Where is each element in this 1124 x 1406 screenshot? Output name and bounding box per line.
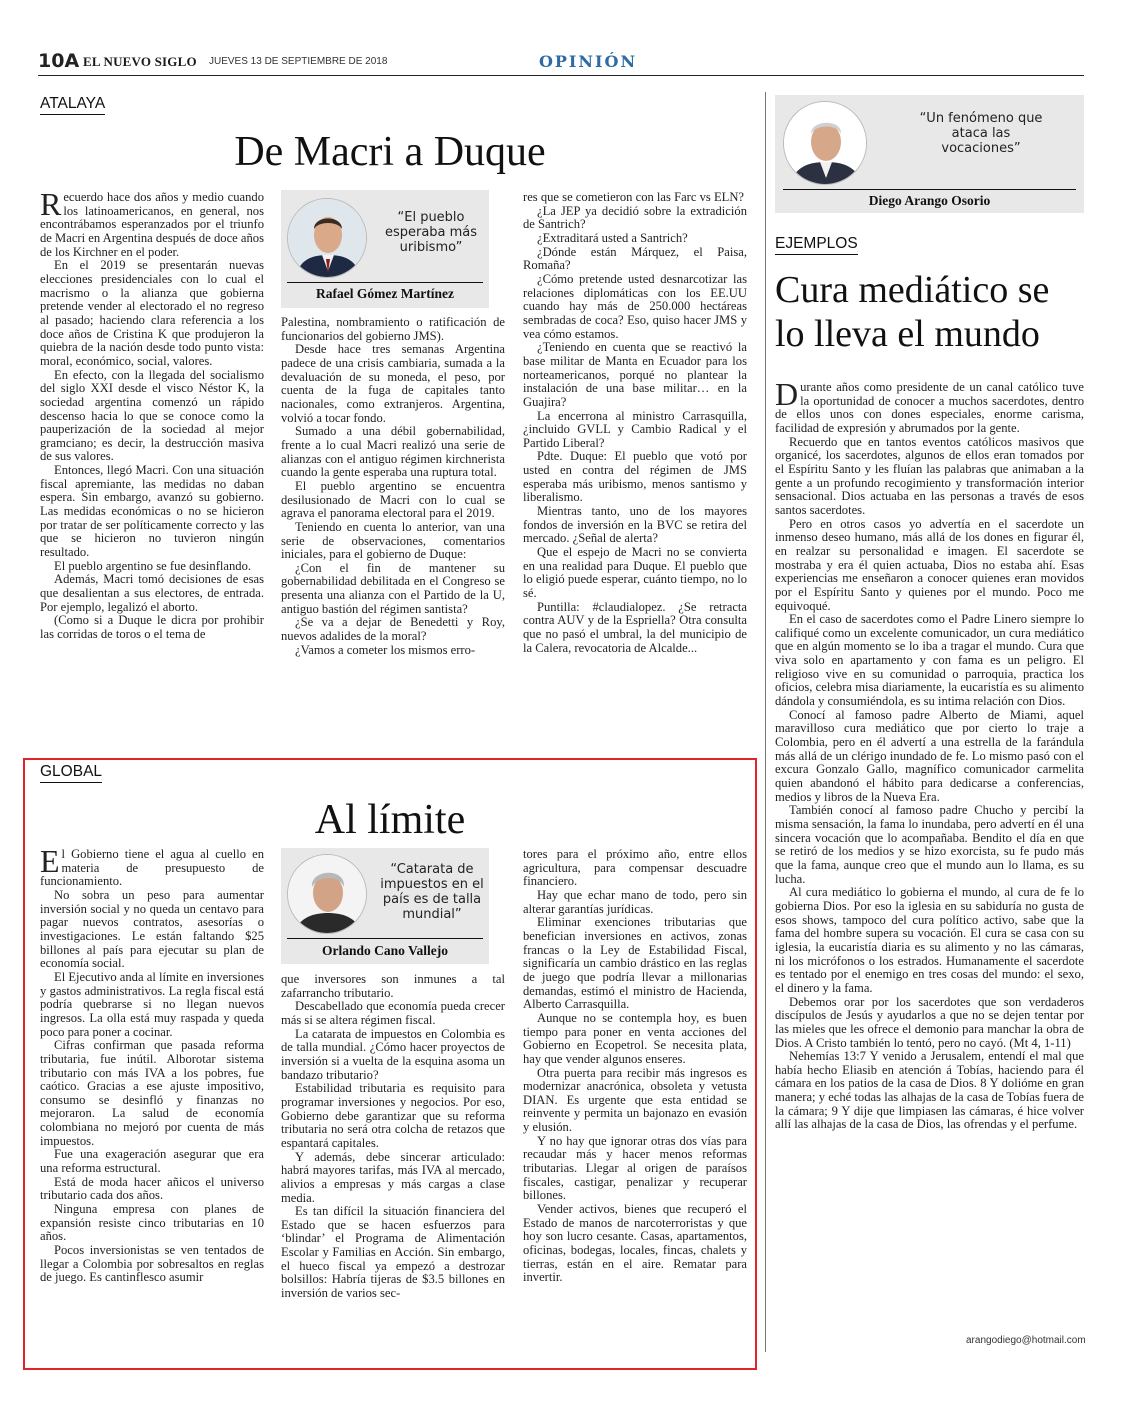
author-divider <box>287 938 483 939</box>
paragraph: ¿Cómo pretende usted desnarcotizar las relaciones diplomáticas con los EE.UU cuando hay más de 250.000 hectáreas sembradas de coca? Eso, quiso hacer JMS y vea cómo estamos. <box>523 271 747 341</box>
paragraph: Teniendo en cuenta lo anterior, van una serie de observaciones, comentarios iniciales, para el gobierno de Duque: <box>281 519 505 562</box>
atalaya-headline: De Macri a Duque <box>234 129 546 175</box>
paragraph: Fue una exageración asegurar que era una reforma estructural. <box>40 1147 264 1176</box>
paragraph: Otra puerta para recibir más ingresos es modernizar anacrónica, obsoleta y vetusta DIAN. Es urgente que esta entidad se reinvente y permita un bajonazo en evasión y elusión. <box>523 1065 747 1135</box>
issue-date: JUEVES 13 DE SEPTIEMBRE DE 2018 <box>209 56 388 67</box>
paragraph: El Ejecutivo anda al límite en inversiones y gastos administrativos. La regla fiscal está podría quebrarse si no llegan nuevos ingresos. La olla está muy raspada y queda poco para poner a cocinar. <box>40 969 264 1039</box>
paragraph: La catarata de impuestos en Colombia es de talla mundial. ¿Cómo hacer proyectos de inversión si a vuelta de la esquina asoma un bandazo tributario? <box>281 1026 505 1082</box>
paragraph: tores para el próximo año, entre ellos agricultura, para compensar descuadre financiero. <box>523 848 747 889</box>
paragraph: ¿La JEP ya decidió sobre la extradición de Santrich? <box>523 203 747 232</box>
paragraph: Descabellado que economía pueda crecer más si se altera régimen fiscal. <box>281 999 505 1027</box>
paragraph: ¿Se va a dejar de Benedetti y Roy, nuevos adalides de la moral? <box>281 615 505 644</box>
paragraph: Mientras tanto, uno de los mayores fondos de inversión en la BVC se retira del mercado. ¿Señal de alerta? <box>523 504 747 546</box>
paragraph: res que se cometieron con las Farc vs ELN? <box>523 191 745 204</box>
paragraph: Además, Macri tomó decisiones de esas que desalientan a sus electores, de entrada. Por ejemplo, legalizó el aborto. <box>40 572 264 614</box>
author-email: arangodiego@hotmail.com <box>966 1335 1086 1346</box>
section-title: OPINIÓN <box>538 52 638 71</box>
global-kicker: GLOBAL <box>40 763 102 783</box>
paragraph: Estabilidad tributaria es requisito para programar inversiones y negocios. Por eso, Gobierno debe garantizar que su reforma tributaria no será otra colcha de retazos que espantará capitales. <box>281 1081 505 1150</box>
paragraph: En el caso de sacerdotes como el Padre Linero siempre lo califiqué como un excelente comunicador, un cura mediático que en algún momento se lo iba a tragar el mundo. Cura que viva solo en apartamento y con fama es un peligro. El religioso vive en su comunidad o parroquia, practica los oficios, celebra misa diariamente, la eucaristía es su alimento dándola y consumiéndola, es su intima relación con Dios. <box>775 612 1084 709</box>
paragraph: En el 2019 se presentarán nuevas elecciones presidenciales con lo cual el macrismo o la alianza que gobierna pretende vender al electorado el no regreso al pasado; haciendo clara referencia a los doce años de Cristina K que produjeron la quiebra de la nación desde todo punto vista: moral, económico, social, valores. <box>40 258 264 368</box>
paragraph: El pueblo argentino se fue desinflando. <box>54 558 252 573</box>
paragraph: ¿Con el fin de mantener su gobernabilidad debilitada en el Congreso se presenta una alianza con el Partido de la U, antiguo bastión del régimen santista? <box>281 560 505 616</box>
ejemplos-headline: Cura mediático se lo lleva el mundo <box>775 269 1050 355</box>
atalaya-author-box <box>281 190 489 308</box>
paragraph: que inversores son inmunes a tal zafarrancho tributario. <box>281 973 505 1000</box>
ejemplos-author-name: Diego Arango Osorio <box>868 193 991 208</box>
paragraph: Vender activos, bienes que recuperó el Estado de manos de narcoterroristas y que hoy son lucro cesante. Casas, apartamentos, oficinas, bodegas, locales, fincas, chalets y tierras, están en el aire. Rematar para invertir. <box>523 1202 747 1285</box>
paragraph: Durante años como presidente de un canal católico tuve la oportunidad de conocer a muchos sacerdotes, dentro de ellos unos con dones especiales, enorme carisma, facilidad de expresión y abrumados por la gente. <box>775 381 1084 435</box>
paragraph: Debemos orar por los sacerdotes que son verdaderos discípulos de Jesús y ayudarlos a que no se dejen tentar por las mieles que les ofrece el demonio para manchar la obra de Dios. A Cristo también lo tentó, pero no cayó. (Mt 4, 1-11) <box>775 994 1084 1050</box>
paragraph: Cifras confirman que pasada reforma tributaria, fue inútil. Alborotar sistema tributario con más IVA a los pobres, fue caótico. Gracias a ese ajuste impositivo, consumo se desinfló y finanzas no mejoraron. La salud de economía colombiana no mejoró por cuenta de más impuestos. <box>40 1038 264 1148</box>
page-number: 10A <box>38 50 80 72</box>
atalaya-kicker: ATALAYA <box>40 95 105 115</box>
paragraph: Conocí al famoso padre Alberto de Miami, aquel maravilloso cura mediático que por cierto lo traje a Colombia, pero en él advertí a una estrella de la farándula más allá de un clérigo inundado de fe. Lo mismo pasó con el excura Gonzalo Gallo, magnífico comunicador carmelita quien abandonó el hábito para dedicarse a conferencias, medios y libros de la Nueva Era. <box>775 707 1084 804</box>
paragraph: Pero en otros casos yo advertía en el sacerdote un inmenso deseo humano, más allá de los dones en figurar él, en realzar su personalidad e imagen. El sacerdote se mostraba y era él quien actuaba, Dios no estaba ahí. Esas experiencias me enseñaron a conocer quienes eran movidos por el Espíritu Santo y quienes por el mundo. Poco me equivoqué. <box>775 516 1084 613</box>
paragraph: Desde hace tres semanas Argentina padece de una crisis cambiaria, sumada a la devaluación de su moneda, el peso, por cuenta de la fuga de capitales tanto nacionales, como extranjeros. Argentina, volvió a tocar fondo. <box>281 342 505 425</box>
paragraph: Y no hay que ignorar otras dos vías para recaudar más y hacer menos reformas tributarias. Llegar al origen de paraísos fiscales, castigar, penalizar y recuperar billones. <box>523 1133 747 1203</box>
paragraph: La encerrona al ministro Carrasquilla, ¿incluido GVLL y Cambio Radical y el Partido Liberal? <box>523 408 747 450</box>
paragraph: No sobra un peso para aumentar inversión social y no queda un centavo para pagar nuevos contratos, asesorías o investigaciones. Le están faltando $25 billones al país para ejecutar su plan de economía social. <box>40 887 264 971</box>
author-photo-rafael <box>287 198 367 278</box>
paragraph: Al cura mediático lo gobierna el mundo, al cura de fe lo gobierna Dios. Por eso la iglesia en su sabiduría no gusta de esos shows, tampoco del cura político activo, sabe que la fama del hombre supera su vocación. El cura se casa con su iglesia, la eucaristía diaria es su alimento y no las cámaras, ni los micrófonos o los estrados. Humanamente el sacerdote es tentado por el enemigo en tres cosas del mundo: el sexo, el dinero y la fama. <box>775 885 1084 995</box>
global-column-3 <box>523 848 747 1358</box>
paragraph: ¿Vamos a cometer los mismos erro- <box>295 642 476 657</box>
atalaya-column-1 <box>40 191 264 751</box>
newspaper-name: EL NUEVO SIGLO <box>83 54 197 69</box>
paragraph: Recuerdo hace dos años y medio cuando los latinoamericanos, en general, nos encontrábamos esperanzados por el triunfo de Macri en Argentina después de doce años de los Kirchner en el poder. <box>40 191 264 259</box>
ejemplos-kicker: EJEMPLOS <box>775 235 858 255</box>
paragraph: Palestina, nombramiento o ratificación de funcionarios del gobierno JMS). <box>281 316 505 343</box>
paragraph: Está de moda hacer añicos el universo tributario cada dos años. <box>40 1174 264 1203</box>
paragraph: Entonces, llegó Macri. Con una situación fiscal apremiante, las medidas no daban espera. Sin embargo, avanzó su gobierno. Las medidas económicas o no se hicieron por tratar de ser políticamente correcto y las que se hicieron no tuvieron ningún resultado. <box>40 463 264 560</box>
global-headline: Al límite <box>314 797 466 843</box>
masthead <box>38 48 1084 76</box>
ejemplos-body <box>775 381 1084 1347</box>
column-divider <box>765 92 766 1352</box>
paragraph: Recuerdo que en tantos eventos católicos masivos que organicé, los sacerdotes, algunos de ellos eran tomados por el Espíritu Santo y les fluían las palabras que animaban a la gente a un profundo recogimiento y transformación interior sensacional. Dios actuaba en las personas a través de esos santos sacerdotes. <box>775 434 1084 517</box>
atalaya-column-3 <box>523 191 747 751</box>
paragraph: Hay que echar mano de todo, pero sin alterar garantías jurídicas. <box>523 887 747 916</box>
paragraph: El pueblo argentino se encuentra desilusionado de Macri con lo cual se agrava el panorama electoral para el 2019. <box>281 478 505 521</box>
global-column-1 <box>40 848 264 1358</box>
paragraph: Sumado a una débil gobernabilidad, frente a lo cual Macri realizó una serie de alianzas con el antiguo régimen kirchnerista cuando la gente esperaba una ruptura total. <box>281 424 505 480</box>
paragraph: Aunque no se contempla hoy, es buen tiempo para poner en venta acciones del Gobierno en Ecopetrol. Se necesita plata, hay que vender algunos enseres. <box>523 1010 747 1066</box>
paragraph: Ninguna empresa con planes de expansión resiste cinco tributarias en 10 años. <box>40 1202 264 1244</box>
paragraph: ¿Dónde están Márquez, el Paisa, Romaña? <box>523 244 747 273</box>
paragraph: ¿Teniendo en cuenta que se reactivó la base militar de Manta en Ecuador para los norteamericanos, porqué no plantear la instalación de una base militar… en la Guajira? <box>523 340 747 409</box>
author-photo-diego <box>783 101 867 185</box>
paragraph: ¿Extraditará usted a Santrich? <box>537 230 688 245</box>
global-author-name: Orlando Cano Vallejo <box>321 943 449 958</box>
paragraph: Pdte. Duque: El pueblo que votó por usted en contra del régimen de JMS esperaba más uribismo, menos santismo y liberalismo. <box>523 449 747 505</box>
atalaya-pull-quote: “El pueblo esperaba más uribismo” <box>384 210 478 255</box>
paragraph: (Como si a Duque le dicra por prohibir las corridas de toros o el tema de <box>40 613 264 641</box>
paragraph: Que el espejo de Macri no se convierta en una realidad para Duque. El pueblo que lo eligió puede esperar, cuánto tiempo, no lo sé. <box>523 545 747 601</box>
paragraph: En efecto, con la llegada del socialismo del siglo XXI desde el visco Néstor K, la sociedad argentina comenzó un rápido descenso hacia lo que se conoce como la pauperización de la sociedad al mejor gramciano; es decir, la destrucción masiva de sus valores. <box>40 367 264 464</box>
paragraph: También conocí al famoso padre Chucho y percibí la misma sensación, la fama lo inundaba, pero advertí en él una sincera vocación que lo acompañaba. Bendito el día en que se retiró de los medios y se hizo exorcista, su fe pudo más que la fama, aunque creo que el mundo aun lo llama, es su lucha. <box>775 803 1084 886</box>
paragraph: Es tan difícil la situación financiera del Estado que se hacen esfuerzos para ‘blindar’ el Programa de Alimentación Escolar y Familias en Acción. Sin embargo, el hueco fiscal ya empezó a destrozar bolsillos: Habría tijeras de $3.5 billones en inversión de varios sec- <box>281 1204 505 1301</box>
paragraph: Pocos inversionistas se ven tentados de llegar a Colombia por sobresaltos en reglas de juego. Es cantinflesco asumir <box>40 1243 264 1285</box>
paragraph: Eliminar exenciones tributarias que benefician inversiones en activos, zonas francas o la Ley de Estabilidad Fiscal, significaría un cambio drástico en las reglas de juego que podría llevar a millonarias demandas, estimó el ministro de Hacienda, Alberto Carrasquilla. <box>523 915 747 1012</box>
global-pull-quote: “Catarata de impuestos en el país es de talla mundial” <box>380 862 484 922</box>
author-divider <box>783 189 1076 190</box>
ejemplos-pull-quote: “Un fenómeno que ataca las vocaciones” <box>919 111 1043 156</box>
paragraph: Nehemías 13:7 Y venido a Jerusalem, entendí el mal que había hecho Eliasib en atención á Tobías, haciendo para él cámara en los patios de la casa de Dios. 8 Y dolióme en gran manera; y eché todas las alhajas de la casa de Tobías fuera de la cámara; 9 Y dije que limpiasen las cámaras, é hice volver allí las alhajas de la casa de Dios, las ofrendas y el perfume. <box>775 1049 1084 1132</box>
global-column-2 <box>281 973 505 1358</box>
author-divider <box>287 282 483 283</box>
paragraph: El Gobierno tiene el agua al cuello en materia de presupuesto de funcionamiento. <box>40 848 264 889</box>
atalaya-column-2 <box>281 316 505 752</box>
paragraph: Puntilla: #claudialopez. ¿Se retracta contra AUV y de la Espriella? Otra consulta que no pasó el umbral, la del municipio de la Calera, revocatoria de Alcalde... <box>523 599 747 655</box>
atalaya-author-name: Rafael Gómez Martínez <box>316 286 454 301</box>
paragraph: Y además, debe sincerar articulado: habrá mayores tarifas, más IVA al mercado, alivios a empresas y más cargas a clase media. <box>281 1149 505 1205</box>
ejemplos-author-box <box>775 95 1084 213</box>
author-photo-orlando <box>287 854 367 934</box>
global-author-box <box>281 848 489 964</box>
